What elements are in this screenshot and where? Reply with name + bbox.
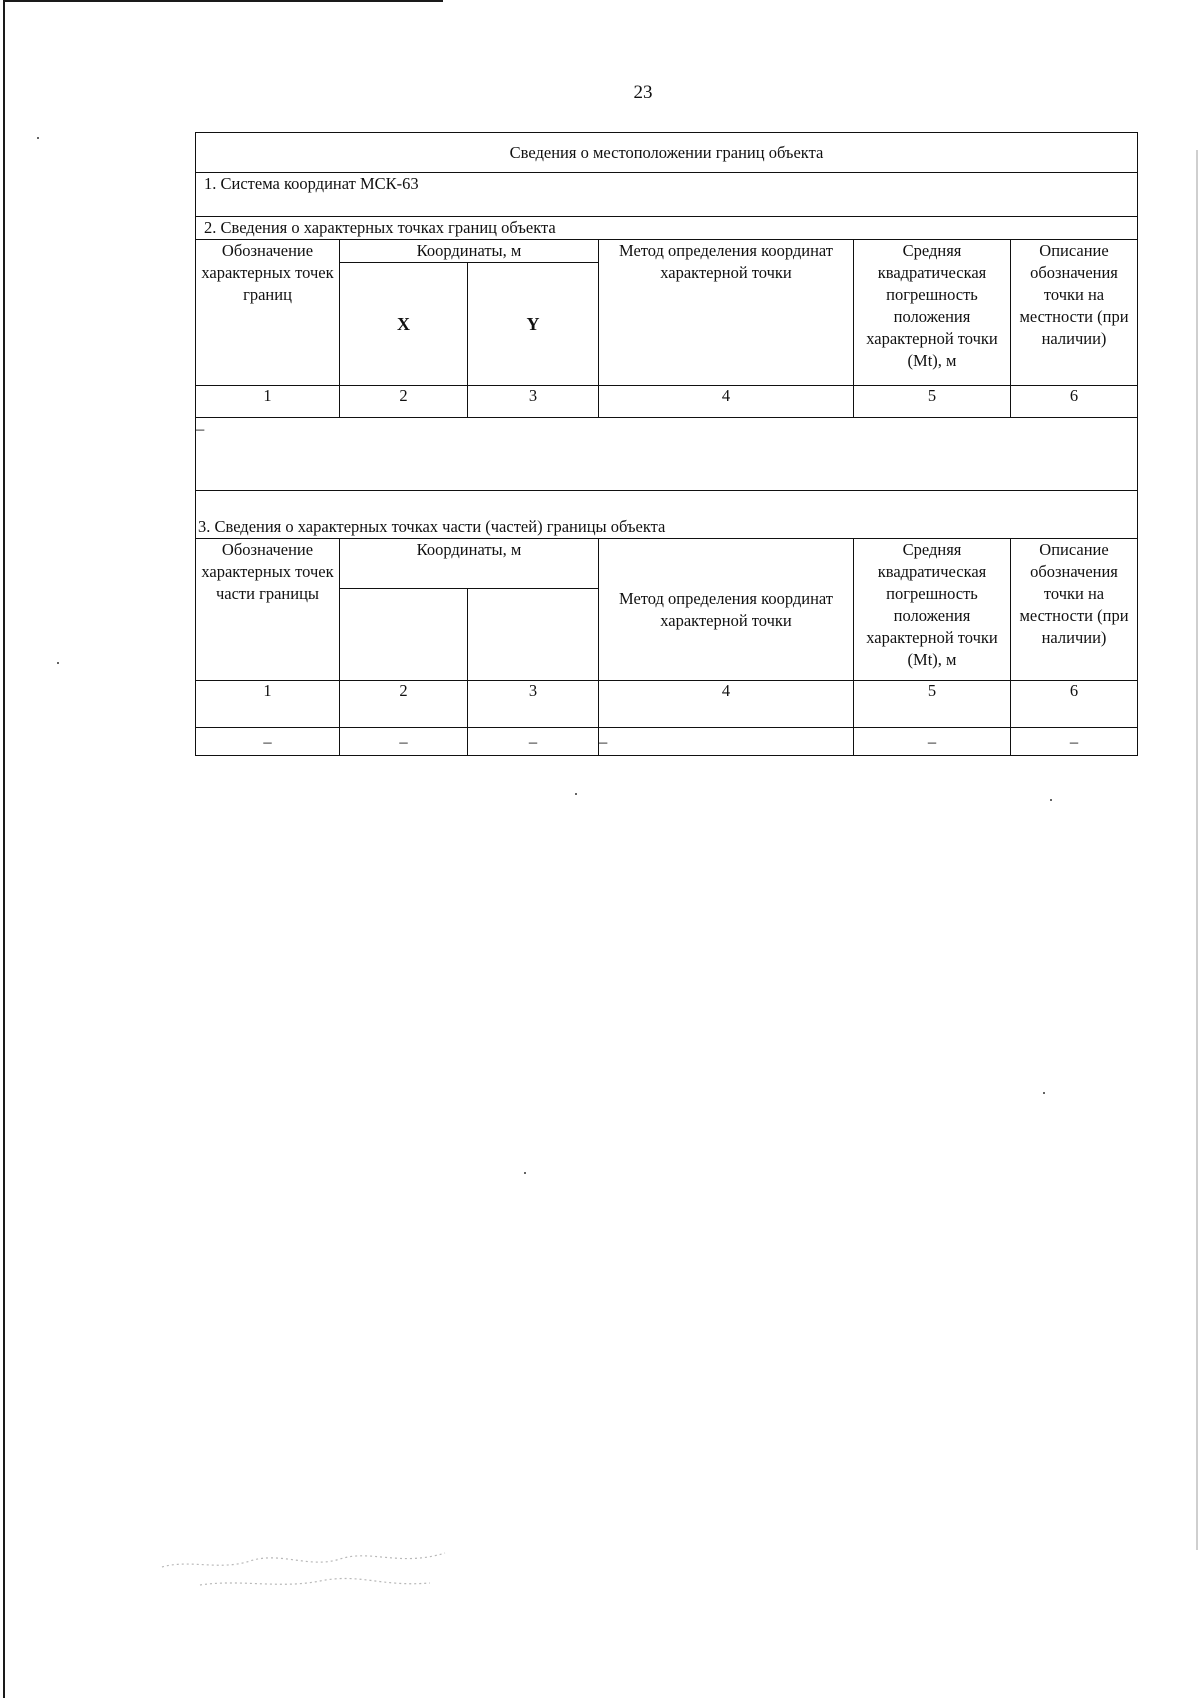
s3-dash-cell: –: [340, 728, 468, 756]
boundary-location-table: [195, 132, 1138, 756]
s2-header-x: X: [340, 263, 468, 386]
scan-speck: [57, 662, 59, 664]
s3-col-number: 2: [340, 681, 468, 728]
page-number: 23: [633, 82, 653, 103]
s2-col-number: 6: [1011, 386, 1138, 418]
s2-col-number: 1: [196, 386, 340, 418]
s3-dash-cell: –: [1011, 728, 1138, 756]
scan-edge-left: [3, 0, 5, 1698]
s3-header-y-empty: [468, 589, 599, 681]
s2-col-number: 3: [468, 386, 599, 418]
s3-dash-cell: –: [599, 728, 854, 756]
scan-edge-right: [1196, 150, 1198, 1550]
s3-header-x-empty: [340, 589, 468, 681]
s3-col-number: 5: [854, 681, 1011, 728]
faint-stamp-mark: [160, 1545, 450, 1595]
s3-dash-cell: –: [196, 728, 340, 756]
scan-speck: [575, 793, 577, 795]
s3-col-number: 1: [196, 681, 340, 728]
s2-col-number: 2: [340, 386, 468, 418]
s2-header-y: Y: [468, 263, 599, 386]
s3-header-method: Метод определения координат характерной точки: [599, 539, 854, 681]
section2-heading: 2. Сведения о характерных точках границ объекта: [196, 217, 1138, 240]
s3-header-coordinates: Координаты, м: [340, 539, 599, 589]
s3-dash-cell: –: [468, 728, 599, 756]
s2-header-method: Метод определения координат характерной точки: [599, 240, 854, 386]
s3-header-point-designation: Обозначение характерных точек части границы: [196, 539, 340, 681]
s3-col-number: 4: [599, 681, 854, 728]
s2-col-number: 5: [854, 386, 1011, 418]
s3-header-accuracy: Средняя квадратическая погрешность положения характерной точки (Mt), м: [854, 539, 1011, 681]
scan-speck: [524, 1172, 526, 1174]
s2-header-point-designation: Обозначение характерных точек границ: [196, 240, 340, 386]
s2-header-description: Описание обозначения точки на местности (при наличии): [1011, 240, 1138, 386]
scan-edge-top: [3, 0, 443, 2]
section3-heading: 3. Сведения о характерных точках части (частей) границы объекта: [196, 491, 1138, 539]
s3-col-number: 6: [1011, 681, 1138, 728]
scan-speck: [1050, 799, 1052, 801]
s2-header-accuracy: Средняя квадратическая погрешность положения характерной точки (Mt), м: [854, 240, 1011, 386]
scan-speck: [1043, 1092, 1045, 1094]
s3-dash-cell: –: [854, 728, 1011, 756]
s2-header-coordinates: Координаты, м: [340, 240, 599, 263]
s2-col-number: 4: [599, 386, 854, 418]
s3-header-description: Описание обозначения точки на местности (при наличии): [1011, 539, 1138, 681]
table-title: Сведения о местоположении границ объекта: [196, 133, 1138, 173]
coordinate-system-row: 1. Система координат МСК-63: [196, 173, 1138, 217]
s3-col-number: 3: [468, 681, 599, 728]
s2-empty-row: –: [196, 418, 1138, 491]
scan-speck: [37, 137, 39, 139]
